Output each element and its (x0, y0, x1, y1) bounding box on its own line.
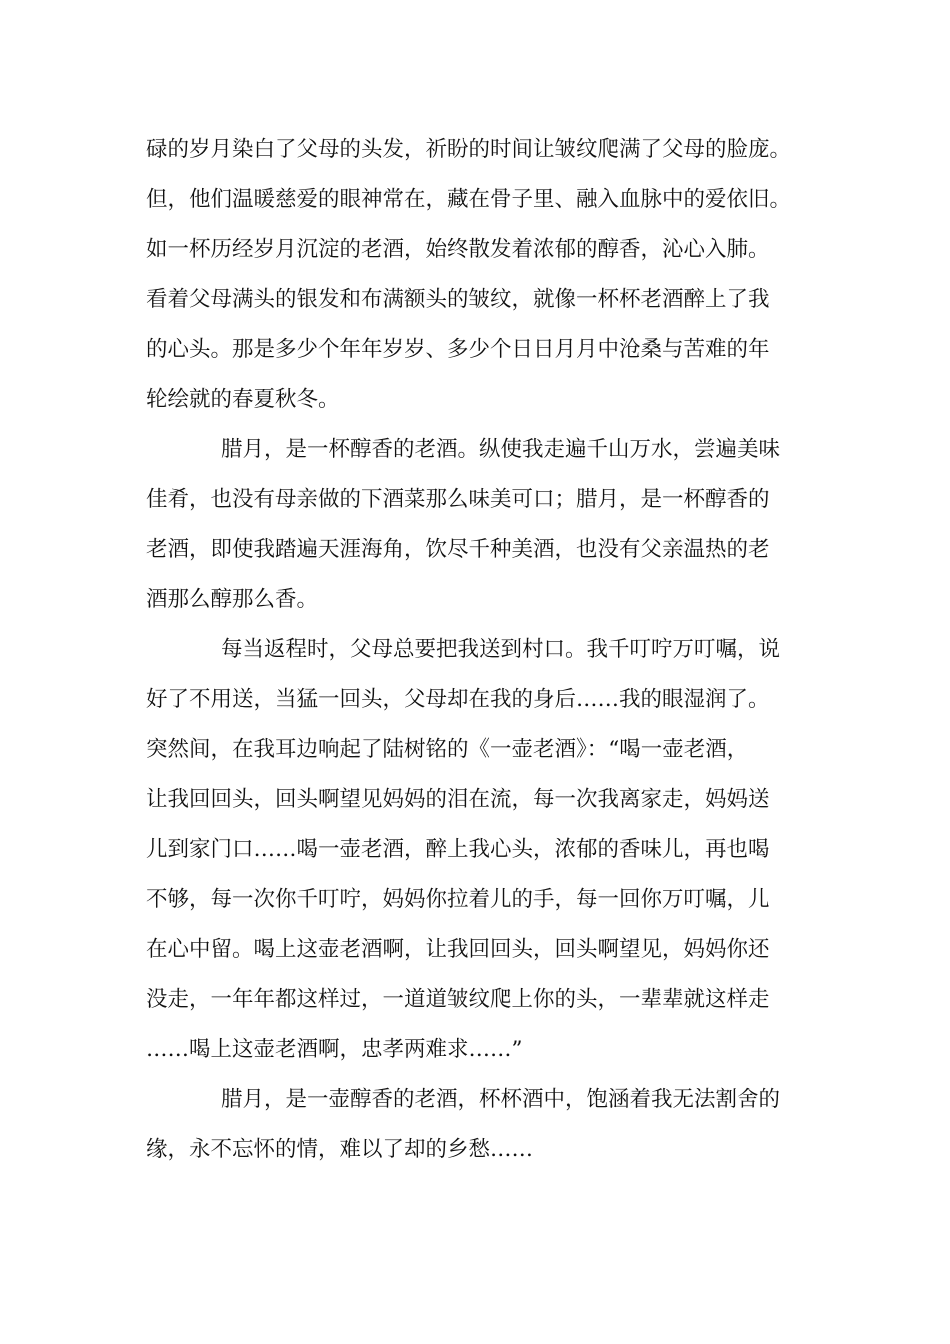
paragraph-first-line: 腊月，是一壶醇香的老酒，杯杯酒中，饱涵着我无法割舍的 (221, 1087, 781, 1112)
text-line: 碌的岁月染白了父母的头发，祈盼的时间让皱纹爬满了父母的脸庞。 (146, 137, 792, 162)
text-line: 但，他们温暖慈爱的眼神常在，藏在骨子里、融入血脉中的爱依旧。 (146, 187, 792, 212)
text-line: 让我回回头，回头啊望见妈妈的泪在流，每一次我离家走，妈妈送 (146, 787, 770, 812)
text-line: 不够，每一次你千叮咛，妈妈你拉着儿的手，每一回你万叮嘱，儿 (146, 887, 770, 912)
text-line: 的心头。那是多少个年年岁岁、多少个日日月月中沧桑与苦难的年 (146, 337, 770, 362)
text-line: 突然间，在我耳边响起了陆树铭的《一壶老酒》：“喝一壶老酒， (146, 737, 749, 762)
text-line: 佳肴，也没有母亲做的下酒菜那么味美可口；腊月，是一杯醇香的 (146, 487, 770, 512)
text-line: 轮绘就的春夏秋冬。 (146, 387, 340, 412)
paragraph-first-line: 腊月，是一杯醇香的老酒。纵使我走遍千山万水，尝遍美味 (221, 437, 781, 462)
text-line: 缘，永不忘怀的情，难以了却的乡愁…… (146, 1137, 534, 1162)
text-line: 老酒，即使我踏遍天涯海角，饮尽千种美酒，也没有父亲温热的老 (146, 537, 770, 562)
text-line: 好了不用送，当猛一回头，父母却在我的身后……我的眼湿润了。 (146, 687, 770, 712)
text-line: 如一杯历经岁月沉淀的老酒，始终散发着浓郁的醇香，沁心入肺。 (146, 237, 770, 262)
text-line: ……喝上这壶老酒啊，忠孝两难求……” (146, 1037, 523, 1062)
text-line: 在心中留。喝上这壶老酒啊，让我回回头，回头啊望见，妈妈你还 (146, 937, 770, 962)
text-line: 酒那么醇那么香。 (146, 587, 319, 612)
text-line: 没走，一年年都这样过，一道道皱纹爬上你的头，一辈辈就这样走 (146, 987, 770, 1012)
text-line: 看着父母满头的银发和布满额头的皱纹，就像一杯杯老酒醉上了我 (146, 287, 770, 312)
text-line: 儿到家门口……喝一壶老酒，醉上我心头，浓郁的香味儿，再也喝 (146, 837, 770, 862)
paragraph-first-line: 每当返程时，父母总要把我送到村口。我千叮咛万叮嘱，说 (221, 637, 781, 662)
